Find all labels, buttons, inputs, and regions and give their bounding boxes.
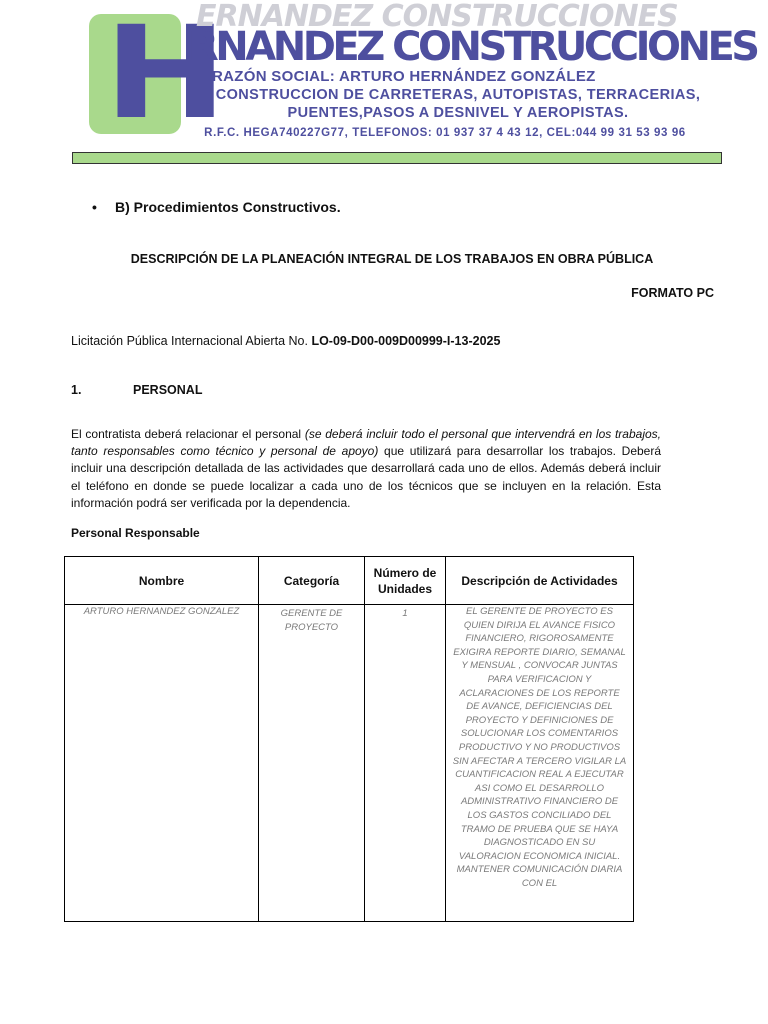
company-activity-line2: PUENTES,PASOS A DESNIVEL Y AEROPISTAS.	[287, 105, 629, 121]
personal-responsable-title: Personal Responsable	[71, 526, 200, 540]
rfc-contact-line: R.F.C. HEGA740227G77, TELEFONOS: 01 937 37 4 43 12, CEL:044 99 31 53 93 96	[204, 127, 686, 139]
licitacion-line	[71, 332, 691, 350]
table-header-row	[65, 557, 634, 605]
company-name: RNANDEZ CONSTRUCCIONES	[188, 24, 757, 70]
paragraph-italic-text: (se deberá incluir todo el personal que intervendrá en los trabajos, tanto responsables como técnico y personal de apoyo)	[71, 427, 662, 459]
section-heading-procedimientos: B) Procedimientos Constructivos.	[115, 199, 341, 215]
table-row	[65, 605, 634, 922]
header-numero-unidades: Número de Unidades	[365, 557, 446, 605]
logo-letter: H	[104, 0, 225, 148]
personal-instructions-paragraph	[71, 426, 661, 512]
header-nombre: Nombre	[65, 557, 259, 605]
bullet-mark: •	[92, 199, 97, 215]
header-divider	[72, 152, 722, 164]
licitacion-label: Licitación Pública Internacional Abierta No.	[71, 334, 308, 348]
format-label: FORMATO PC	[631, 286, 714, 300]
razon-social: RAZÓN SOCIAL: ARTURO HERNÁNDEZ GONZÁLEZ	[212, 68, 596, 85]
cell-nombre: ARTURO HERNANDEZ GONZALEZ	[65, 605, 259, 922]
section-number: 1.	[71, 383, 82, 397]
licitacion-number: LO-09-D00-009D00999-I-13-2025	[311, 334, 501, 348]
cell-descripcion: EL GERENTE DE PROYECTO ES QUIEN DIRIJA EL AVANCE FISICO FINANCIERO, RIGOROSAMENTE EXIGIRA REPORTE DIARIO, SEMANAL Y MENSUAL , CONVOCAR JUNTAS PARA VERIFICACION Y ACLARACIONES DE LOS REPORTE DE AVANCE, DEFICIENCIAS DEL PROYECTO Y DEFINICIONES DE SOLUCIONAR LOS COMENTARIOS PRODUCTIVO Y NO PRODUCTIVOS SIN AFECTAR A TERCERO VIGILAR LA CUANTIFICACION REAL A EJECUTAR ASI COMO EL DESARROLLO ADMINISTRATIVO FINANCIERO DE LOS GASTOS CONCILIADO DEL TRAMO DE PRUEBA QUE SE HAYA DIAGNOSTICADO EN SU VALORACION ECONOMICA INICIAL. MANTENER COMUNICACIÓN DIARIA CON EL	[446, 605, 634, 922]
cell-categoria: GERENTE DE PROYECTO	[259, 605, 365, 922]
company-name-shadow: ERNANDEZ CONSTRUCCIONES	[196, 0, 678, 34]
cell-unidades: 1	[365, 605, 446, 922]
paragraph-text-2: que utilizará para desarrollar los trabajos. Deberá incluir una descripción detallada de las actividades que desarrollará cada uno de ellos. Además deberá incluir el teléfono en donde se puede localizar a cada uno de los técnicos que se incluyen en la relación. Esta información podrá ser verificada por la dependencia.	[71, 444, 662, 510]
personal-table	[64, 556, 634, 922]
company-activity	[188, 86, 728, 122]
company-activity-line1: CONSTRUCCION DE CARRETERAS, AUTOPISTAS, TERRACERIAS,	[215, 87, 701, 103]
paragraph-text-1: El contratista deberá relacionar el personal	[71, 427, 305, 441]
header-categoria: Categoría	[259, 557, 365, 605]
document-title: DESCRIPCIÓN DE LA PLANEACIÓN INTEGRAL DE LOS TRABAJOS EN OBRA PÚBLICA	[130, 252, 654, 266]
header-descripcion: Descripción de Actividades	[446, 557, 634, 605]
section-title: PERSONAL	[133, 383, 203, 397]
